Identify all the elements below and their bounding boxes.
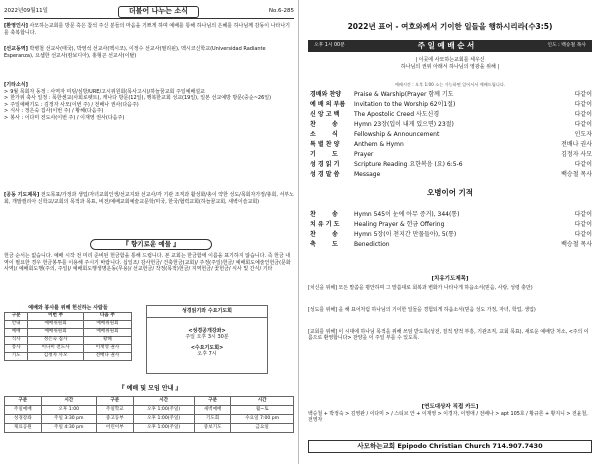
usher-caption: 예배와 봉사를 위해 헌신하는 사람들 (28, 305, 108, 312)
table-header: 이번 주 (28, 313, 84, 321)
welcome-text: 사모하는교회를 방문 혹은 참석 주신 분들의 마음을 기쁘게 하며 예배를 통해 하나님의 은혜를 하나님께 감동이 나타나기를 축복합니다. (4, 23, 291, 36)
table-row: 안내 예배위원회 예배위원회 (5, 321, 132, 329)
order-item: 예 배 의 부름 Invitation to the Worship 62이1절) 다같이 (310, 100, 592, 108)
table-row: 식사 정은숙 집사 황혜 (5, 337, 132, 345)
prayer-item: [교회를 위해] 이 시대에 하나님 목적을 위해 쓰임 받도록(성전, 질적 양적 부흥, 기관조직, 교회 목표), 새로운 예배당 처소, <주의 이름으로 환영합니다> 찬양을 이 주일 부를 수 있도록. (308, 329, 589, 342)
order-item: 소 식 Fellowship & Announcement 인도자 (310, 130, 592, 138)
order-item: 성 경 읽 기 Scripture Reading 요한복음 (요) 6:5-6 다같이 (310, 160, 592, 168)
church-intro: | 이곳에 사모하는교회를 세우신 하나님의 권위 아래서 하나님의 영광을 위해 | (400, 57, 500, 70)
notice-item: > 한가위 축사 일정 : 폭한센교(사회로펫트), 캐나다 방문(12일), 행복한교회 성교(19일), 일본 선교예방 방문(중순~26일) (4, 95, 272, 102)
notice-item: > 식사 : 정은숙 집사(이번 주) / 황혜(다음주) (4, 108, 104, 115)
table-row: 예배 예배위원회 예배위원회 (5, 329, 132, 337)
offering-text: 헌금 순서는 없습니다. 예배 시작 전 미리 준비된 헌금함을 통해 드립니다. 본 교회는 한금함에 이름을 표기하지 않습니다. 즉 헌금 내역이 필요한 경우 헌금봉투를 이용해 주시기 바랍니다. 십일조/ 감사헌금/ 건축헌금(교회)/ 주정(주일)헌금/ 예배회도예술인헌금(문화사역)/ 예배회도행(주의, 주일)/ 예배회도행생명운동(무용)/ 선교헌금/ 작정(목적)헌금/ 지역헌금/ 꽃헌금/ 식사 및 간식/ 기타 (4, 253, 291, 273)
table-row: 주일예배 오후 1:00 주일학교 오후 1:00(주일) 새벽예배 월~토 (5, 406, 294, 415)
order-item: 경배와 찬양 Praise & Warship(Prayer 함께 기도 다같이 (310, 90, 592, 98)
table-header: 구분 (5, 397, 42, 406)
church-footer: 사모하는교회 Epipodo Christian Church 714.907.7430 (308, 440, 592, 453)
order-item: 기 도 Prayer 김정자 사모 (310, 150, 592, 158)
table-header: 구분 (194, 397, 231, 406)
missions-section (4, 46, 294, 59)
notice-item: > 주일예배기도 : 김정자 사모(이번 주) / 전배나 권사(다음주) (4, 101, 139, 108)
worship-order-title: 주 일 예 배 순 서 (417, 41, 475, 51)
news-header (4, 6, 294, 19)
prayer-topics-title: [공동 기도제목] (4, 192, 40, 198)
table-header: 시간 (133, 397, 194, 406)
notices-title: [기타소식] (4, 82, 28, 88)
offering-title: 『 향기로운 예물 』 (90, 239, 212, 250)
prayer-chain-title: [연도대상자 직접 카드] (421, 404, 479, 410)
worship-order-bar (308, 40, 592, 52)
table-row: 기도 김정자 사모 전배나 권사 (5, 353, 132, 361)
welcome-title: [환영인사] (4, 23, 28, 29)
order-item: 신 앙 고 백 The Apostolic Creed 사도신경 다같이 (310, 110, 592, 118)
wednesday-prayer-time: 오후 7시 (197, 351, 217, 358)
table-row: 성경강좌 주일 3:30 pm 중고등부 오후 1:00(주일) 기도회 수요일 7:00 pm (5, 415, 294, 424)
table-header: 구분 (5, 313, 28, 321)
order-item: 축 도 Benediction 백승철 목사 (310, 240, 592, 248)
meeting-title: 『 예배 및 모임 안내 』 (118, 385, 182, 392)
bulletin-date: 2022년09월11일 (4, 8, 48, 15)
bible-lecture-label: <성경공개강좌> (188, 327, 226, 334)
order-item: 성 경 말 씀 Message 백승철 목사 (310, 170, 592, 178)
notice-item: > 봉사 : 이다미 전도사(이번 주) / 이재영 권사(다음주) (4, 114, 125, 121)
worship-time: 오후 1시 00분 (314, 42, 345, 48)
prayer-chain-text: 백승철 + 박정숙 > 김영완 / 이다미 > / 스티브 안 + 이재영 > 이경자, 이영애 / 전배나 > apt 105호 / 황규론 + 황지니 > 전윤철, 전영자 (308, 411, 588, 424)
missions-text: 박병철 선교사(태국), 박영석 선교사(멕시코), 이정수 선교사(필리핀), 멕시코신학교(Universidad Radiante Esperanza), 요셉한 선교사(캄보디아), 홍형곤 선교사(이탈) (4, 46, 266, 59)
prayer-topics-text: 전도목표/가정과 생업/자녀교회인생/선교지와 선교사/각 기관 조직과 활성화/총이 약한 성도/목회자가정/총회, 서부노회, 개발캘리아 신학교/교회의 목적과 목표, 비전/예배교회예술교문학/미국, 한국/협력교회(하늘꿈교회, 새벽이슬교회) (4, 192, 295, 205)
table-header: 다음 주 (83, 313, 131, 321)
table-header: 시간 (41, 397, 96, 406)
notices-section (4, 82, 294, 122)
order-item: 치 유 기 도 Healing Prayer & 헌금 Offering 다같이 (310, 220, 592, 228)
prayer-item: [치신을 위해] 모든 말씀을 평안하며 그 말씀대로 회복과 변화가 나타나게 하옵소서(믿음, 사랑, 성령 충만) (308, 285, 533, 291)
usher-table (4, 305, 132, 361)
prayer-topics-section (4, 192, 294, 205)
order-item: 찬 송 Hymn 23장(입이 내게 있으면) 23절) 다같이 (310, 120, 592, 128)
news-title: 더불어 나누는 소식 (118, 6, 199, 17)
table-row: 봉사 이다미 전도사 이재영 권사 (5, 345, 132, 353)
table-row: 제료공원 주일 4:30 pm 어린이부 오후 1:00(주일) 중보기도 금요일 (5, 424, 294, 433)
bible-study-title: 성경읽기와 수요기도회 (147, 306, 267, 318)
bible-study-box (146, 305, 268, 374)
table-header: 구분 (97, 397, 134, 406)
worship-leader: 인도 : 백승철 목사 (547, 42, 586, 48)
missions-title: [선교동역] (4, 46, 28, 52)
column-divider (298, 0, 299, 464)
healing-prayer-title: [치유기도제목] (431, 276, 469, 282)
worship-column (300, 0, 600, 464)
order-item: 찬 송 Hymn 5장(이 천지간 만물들아), 5(통) 다같이 (310, 230, 592, 238)
issue-number: No.6-285 (268, 8, 294, 15)
order-item: 찬 송 Hymn 545이 눈에 아무 증거), 344(통) 다같이 (310, 210, 592, 218)
prayer-item: [성도를 위해] 을 해 표어처럼 하나님의 기이한 일들을 경험되게 하옵소서(믿음 성도 가정, 자녀, 학업, 생업) (308, 307, 536, 313)
table-header: 시간 (231, 397, 294, 406)
bible-lecture-time: 주일 오후 3시 30분 (185, 334, 229, 341)
year-motto: 2022년 표어 - 여호와께서 기이한 일들을 행하시리라(수3:5) (347, 22, 553, 31)
welcome-section (4, 23, 294, 36)
meeting-table (4, 396, 294, 433)
notice-item: > 9월 목회자 동정 : 사역자 미팅/심방/URE/고시위원회(목사고시)/하늘꿈교회 주일예배설교 (4, 88, 205, 95)
wednesday-prayer-label: <수요기도회> (190, 344, 224, 351)
news-column (0, 0, 298, 464)
order-item: 특 별 찬 양 Anthem & Hymn 전배나 권사 (310, 140, 592, 148)
sermon-title: 오병이어 기적 (426, 188, 474, 197)
worship-note: 예배시간 : 오후 1:00 소는 가능하면 일어서서 예배드립니다. (394, 82, 506, 87)
